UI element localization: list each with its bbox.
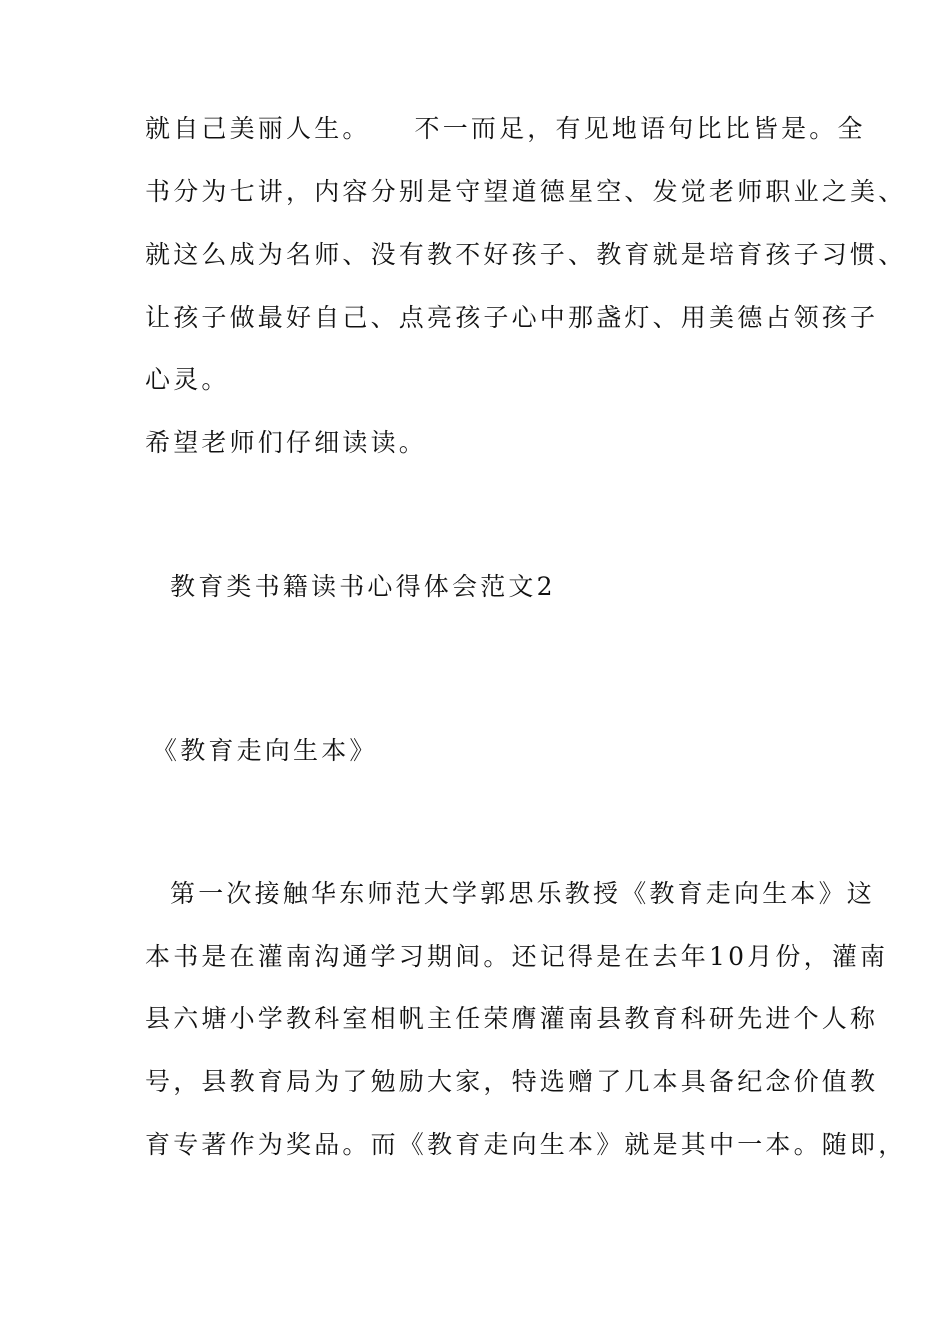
text-line: 县六塘小学教科室相帆主任荣膺灌南县教育科研先进个人称	[145, 1004, 879, 1033]
text-line: 第一次接触华东师范大学郭思乐教授《教育走向生本》这	[170, 879, 876, 908]
text-line: 本书是在灌南沟通学习期间。还记得是在去年10月份，灌南	[145, 942, 889, 971]
text-line: 书分为七讲，内容分别是守望道德星空、发觉老师职业之美、	[145, 177, 907, 206]
text-line: 育专著作为奖品。而《教育走向生本》就是其中一本。随即，	[145, 1130, 907, 1159]
text-line: 希望老师们仔细读读。	[145, 428, 428, 457]
book-title: 《教育走向生本》	[152, 736, 378, 765]
text-line: 就自己美丽人生。 不一而足，有见地语句比比皆是。全	[145, 114, 866, 143]
text-line: 就这么成为名师、没有教不好孩子、教育就是培育孩子习惯、	[145, 240, 907, 269]
text-line: 号，县教育局为了勉励大家，特选赠了几本具备纪念价值教	[145, 1067, 879, 1096]
text-line: 让孩子做最好自己、点亮孩子心中那盏灯、用美德占领孩子	[145, 303, 879, 332]
text-line: 心灵。	[145, 365, 230, 394]
section-heading: 教育类书籍读书心得体会范文2	[170, 572, 556, 601]
